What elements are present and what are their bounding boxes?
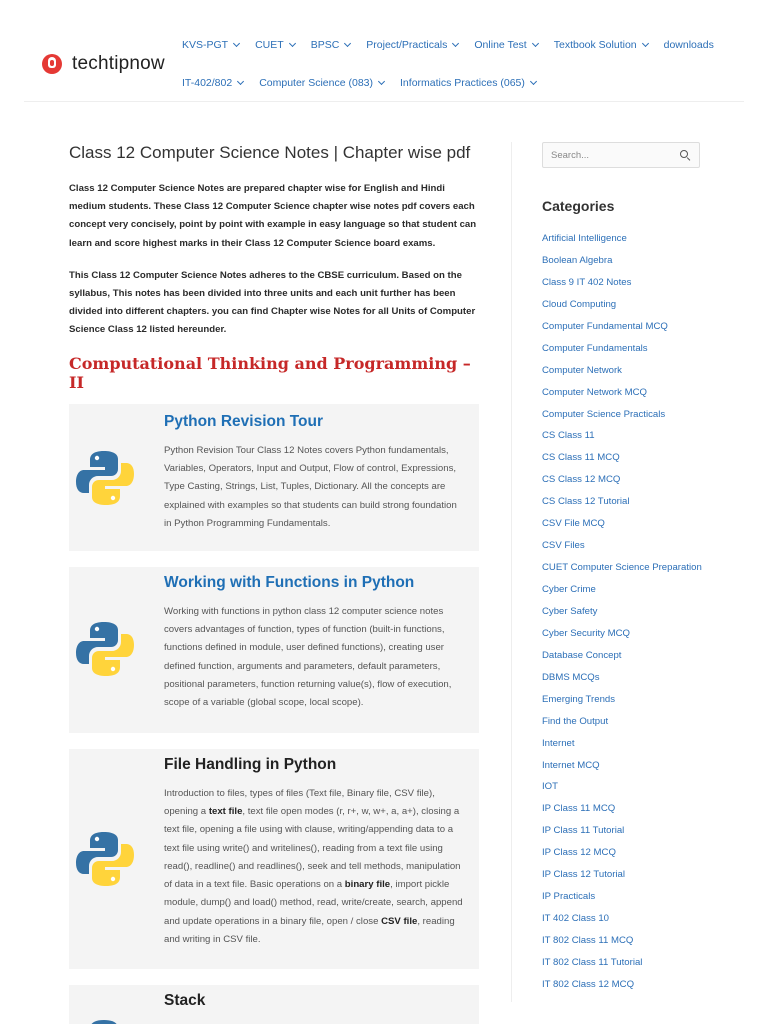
category-link-cs-class-11-mcq[interactable]: CS Class 11 MCQ — [542, 452, 620, 464]
category-link-internet[interactable]: Internet — [542, 737, 575, 749]
category-link-csv-file-mcq[interactable]: CSV File MCQ — [542, 518, 605, 530]
category-link-internet-mcq[interactable]: Internet MCQ — [542, 759, 600, 771]
nav-item-label: downloads — [663, 39, 714, 51]
nav-item-bpsc[interactable] — [311, 39, 351, 51]
category-link-cyber-safety[interactable]: Cyber Safety — [542, 605, 598, 617]
category-link-computer-science-practicals[interactable]: Computer Science Practicals — [542, 408, 666, 420]
chevron-down-icon — [378, 78, 385, 85]
nav-item-online-test[interactable] — [474, 39, 537, 51]
nav-item-label: Project/Practicals — [366, 39, 448, 51]
nav-item-label: CUET — [255, 39, 284, 51]
card-text-part: Introduction to files, types of files (Text file, Binary file, CSV file), opening a — [164, 787, 435, 817]
nav-item-label: Online Test — [474, 39, 527, 51]
category-link-class-9-it-402-notes[interactable]: Class 9 IT 402 Notes — [542, 276, 632, 288]
category-link-cs-class-12-mcq[interactable]: CS Class 12 MCQ — [542, 474, 621, 486]
sidebar — [542, 142, 742, 996]
chevron-down-icon — [237, 78, 244, 85]
category-link-it-802-class-11-tutorial[interactable]: IT 802 Class 11 Tutorial — [542, 956, 643, 968]
categories-list — [542, 228, 742, 996]
card-title[interactable]: Python Revision Tour — [164, 412, 324, 430]
intro-paragraph-2: This Class 12 Computer Science Notes adheres to the CBSE curriculum. Based on the syllabus, This notes has been divided into three units and each unit further has been divided into different chapters. you can find Chapter wise Notes for all Units of Computer Science Class 12 listed hereunder. — [69, 269, 476, 336]
card-description: Working with functions in python class 12 computer science notes covers advantages of function, types of function (built-in functions, functions defined in module, user defined functions), creating user defined function, arguments and parameters, default parameters, positional parameters, function returning value(s), flow of execution, scope of a variable (global scope, local scope). — [164, 605, 452, 709]
chapter-card-python-revision-tour — [69, 404, 479, 551]
nav-item-downloads[interactable] — [664, 39, 714, 51]
site-logo[interactable] — [42, 53, 165, 75]
category-link-ip-practicals[interactable]: IP Practicals — [542, 891, 596, 903]
category-link-cyber-security-mcq[interactable]: Cyber Security MCQ — [542, 627, 630, 639]
chevron-down-icon — [452, 40, 459, 47]
category-link-ip-class-11-mcq[interactable]: IP Class 11 MCQ — [542, 803, 616, 815]
nav-item-it-402-802[interactable] — [182, 77, 243, 89]
category-link-it-402-class-10[interactable]: IT 402 Class 10 — [542, 913, 610, 925]
category-link-computer-network[interactable]: Computer Network — [542, 364, 622, 376]
card-text-bold: CSV file — [381, 915, 418, 927]
nav-item-label: KVS-PGT — [182, 39, 229, 51]
category-link-iot[interactable]: IOT — [542, 781, 558, 793]
search-input[interactable] — [542, 142, 700, 168]
page-title: Class 12 Computer Science Notes | Chapter wise pdf — [69, 143, 471, 162]
chapter-card-file-handling — [69, 749, 479, 969]
nav-item-label: Computer Science (083) — [259, 77, 374, 89]
card-title[interactable]: Stack — [164, 991, 206, 1009]
site-header — [0, 0, 768, 102]
category-link-it-802-class-11-mcq[interactable]: IT 802 Class 11 MCQ — [542, 935, 634, 946]
nav-item-informatics-practices-065[interactable] — [400, 77, 536, 89]
category-link-computer-fundamental-mcq[interactable]: Computer Fundamental MCQ — [542, 320, 668, 332]
card-description: Python Revision Tour Class 12 Notes covers Python fundamentals, Variables, Operators, Input and Output, Flow of control, Expressions, Type Casting, Strings, List, Tuples, Dictionary. All the concepts are explained with examples so that students can build strong foundation in Python Programming Fundamentals. — [164, 444, 457, 529]
categories-heading: Categories — [542, 198, 615, 214]
python-logo-icon — [75, 1017, 135, 1024]
category-link-boolean-algebra[interactable]: Boolean Algebra — [542, 254, 613, 266]
card-text-part: , reading and writing in CSV file. — [164, 915, 455, 945]
category-link-cs-class-12-tutorial[interactable]: CS Class 12 Tutorial — [542, 496, 630, 508]
content-sidebar-divider — [511, 142, 512, 1002]
card-text-part: , text file open modes (r, r+, w, w+, a, a+), closing a text file, opening a file using with clause, writing/appending data to a text file using write() and writelines(), reading from a text file using read(), readline() and readlines(), seek and tell methods, manipulation of data in a text file. Basic operations on a — [164, 805, 461, 891]
category-link-cyber-crime[interactable]: Cyber Crime — [542, 584, 596, 595]
chevron-down-icon — [233, 40, 240, 47]
category-link-computer-network-mcq[interactable]: Computer Network MCQ — [542, 386, 648, 398]
python-logo-icon — [75, 448, 135, 508]
category-link-artificial-intelligence[interactable]: Artificial Intelligence — [542, 233, 627, 244]
category-link-csv-files[interactable]: CSV Files — [542, 540, 585, 552]
nav-item-label: BPSC — [310, 39, 340, 51]
card-text-bold: binary file — [344, 879, 391, 891]
python-logo-icon — [75, 619, 135, 679]
chevron-down-icon — [289, 40, 296, 47]
chapter-card-working-with-functions — [69, 567, 479, 733]
category-link-emerging-trends[interactable]: Emerging Trends — [542, 693, 616, 705]
header-divider — [24, 101, 744, 102]
python-logo-icon — [75, 829, 135, 889]
chevron-down-icon — [530, 78, 537, 85]
nav-item-label: Informatics Practices (065) — [400, 77, 525, 89]
nav-item-project-practicals[interactable] — [366, 39, 458, 51]
nav-item-label: IT-402/802 — [182, 77, 233, 89]
category-link-ip-class-11-tutorial[interactable]: IP Class 11 Tutorial — [542, 825, 625, 837]
category-link-cuet-computer-science-preparation[interactable]: CUET Computer Science Preparation — [542, 562, 702, 574]
category-link-dbms-mcqs[interactable]: DBMS MCQs — [542, 671, 600, 683]
search-icon[interactable] — [680, 150, 691, 161]
chevron-down-icon — [344, 40, 351, 47]
card-text-bold: text file — [208, 805, 243, 817]
site-name: techtipnow — [72, 53, 165, 74]
card-description — [164, 785, 465, 950]
techtipnow-logo-icon — [42, 54, 62, 74]
section-heading: Computational Thinking and Programming – II — [69, 353, 471, 392]
primary-nav-row-2 — [182, 77, 552, 89]
nav-item-computer-science-083[interactable] — [259, 77, 384, 89]
category-link-find-the-output[interactable]: Find the Output — [542, 715, 609, 727]
nav-item-kvs-pgt[interactable] — [182, 39, 239, 51]
intro-paragraph-1: Class 12 Computer Science Notes are prepared chapter wise for English and Hindi medium students. These Class 12 Computer Science chapter wise notes pdf covers each concept very concisely, point by point with example in easy language so that student can learn and score highest marks in their Class 12 Computer Science board exams. — [69, 183, 477, 249]
category-link-it-802-class-12-mcq[interactable]: IT 802 Class 12 MCQ — [542, 978, 635, 990]
chevron-down-icon — [642, 40, 649, 47]
category-link-cs-class-11[interactable]: CS Class 11 — [542, 430, 595, 442]
category-link-computer-fundamentals[interactable]: Computer Fundamentals — [542, 342, 648, 354]
chevron-down-icon — [532, 40, 539, 47]
card-title[interactable]: Working with Functions in Python — [164, 573, 415, 591]
primary-nav-row-1 — [182, 39, 730, 51]
category-link-ip-class-12-mcq[interactable]: IP Class 12 MCQ — [542, 847, 616, 859]
chapter-card-stack — [69, 985, 479, 1024]
nav-item-label: Textbook Solution — [553, 39, 637, 51]
nav-item-cuet[interactable] — [255, 39, 295, 51]
main-content — [69, 142, 481, 1024]
category-link-cloud-computing[interactable]: Cloud Computing — [542, 298, 617, 310]
card-text-part: , import pickle module, dump() and load() method, read, write/create, search, append and update operations in a binary file, open / close — [164, 879, 463, 927]
card-title[interactable]: File Handling in Python — [164, 755, 337, 773]
category-link-database-concept[interactable]: Database Concept — [542, 649, 622, 661]
nav-item-textbook-solution[interactable] — [554, 39, 648, 51]
category-link-ip-class-12-tutorial[interactable]: IP Class 12 Tutorial — [542, 869, 626, 881]
search-placeholder: Search... — [551, 149, 590, 161]
